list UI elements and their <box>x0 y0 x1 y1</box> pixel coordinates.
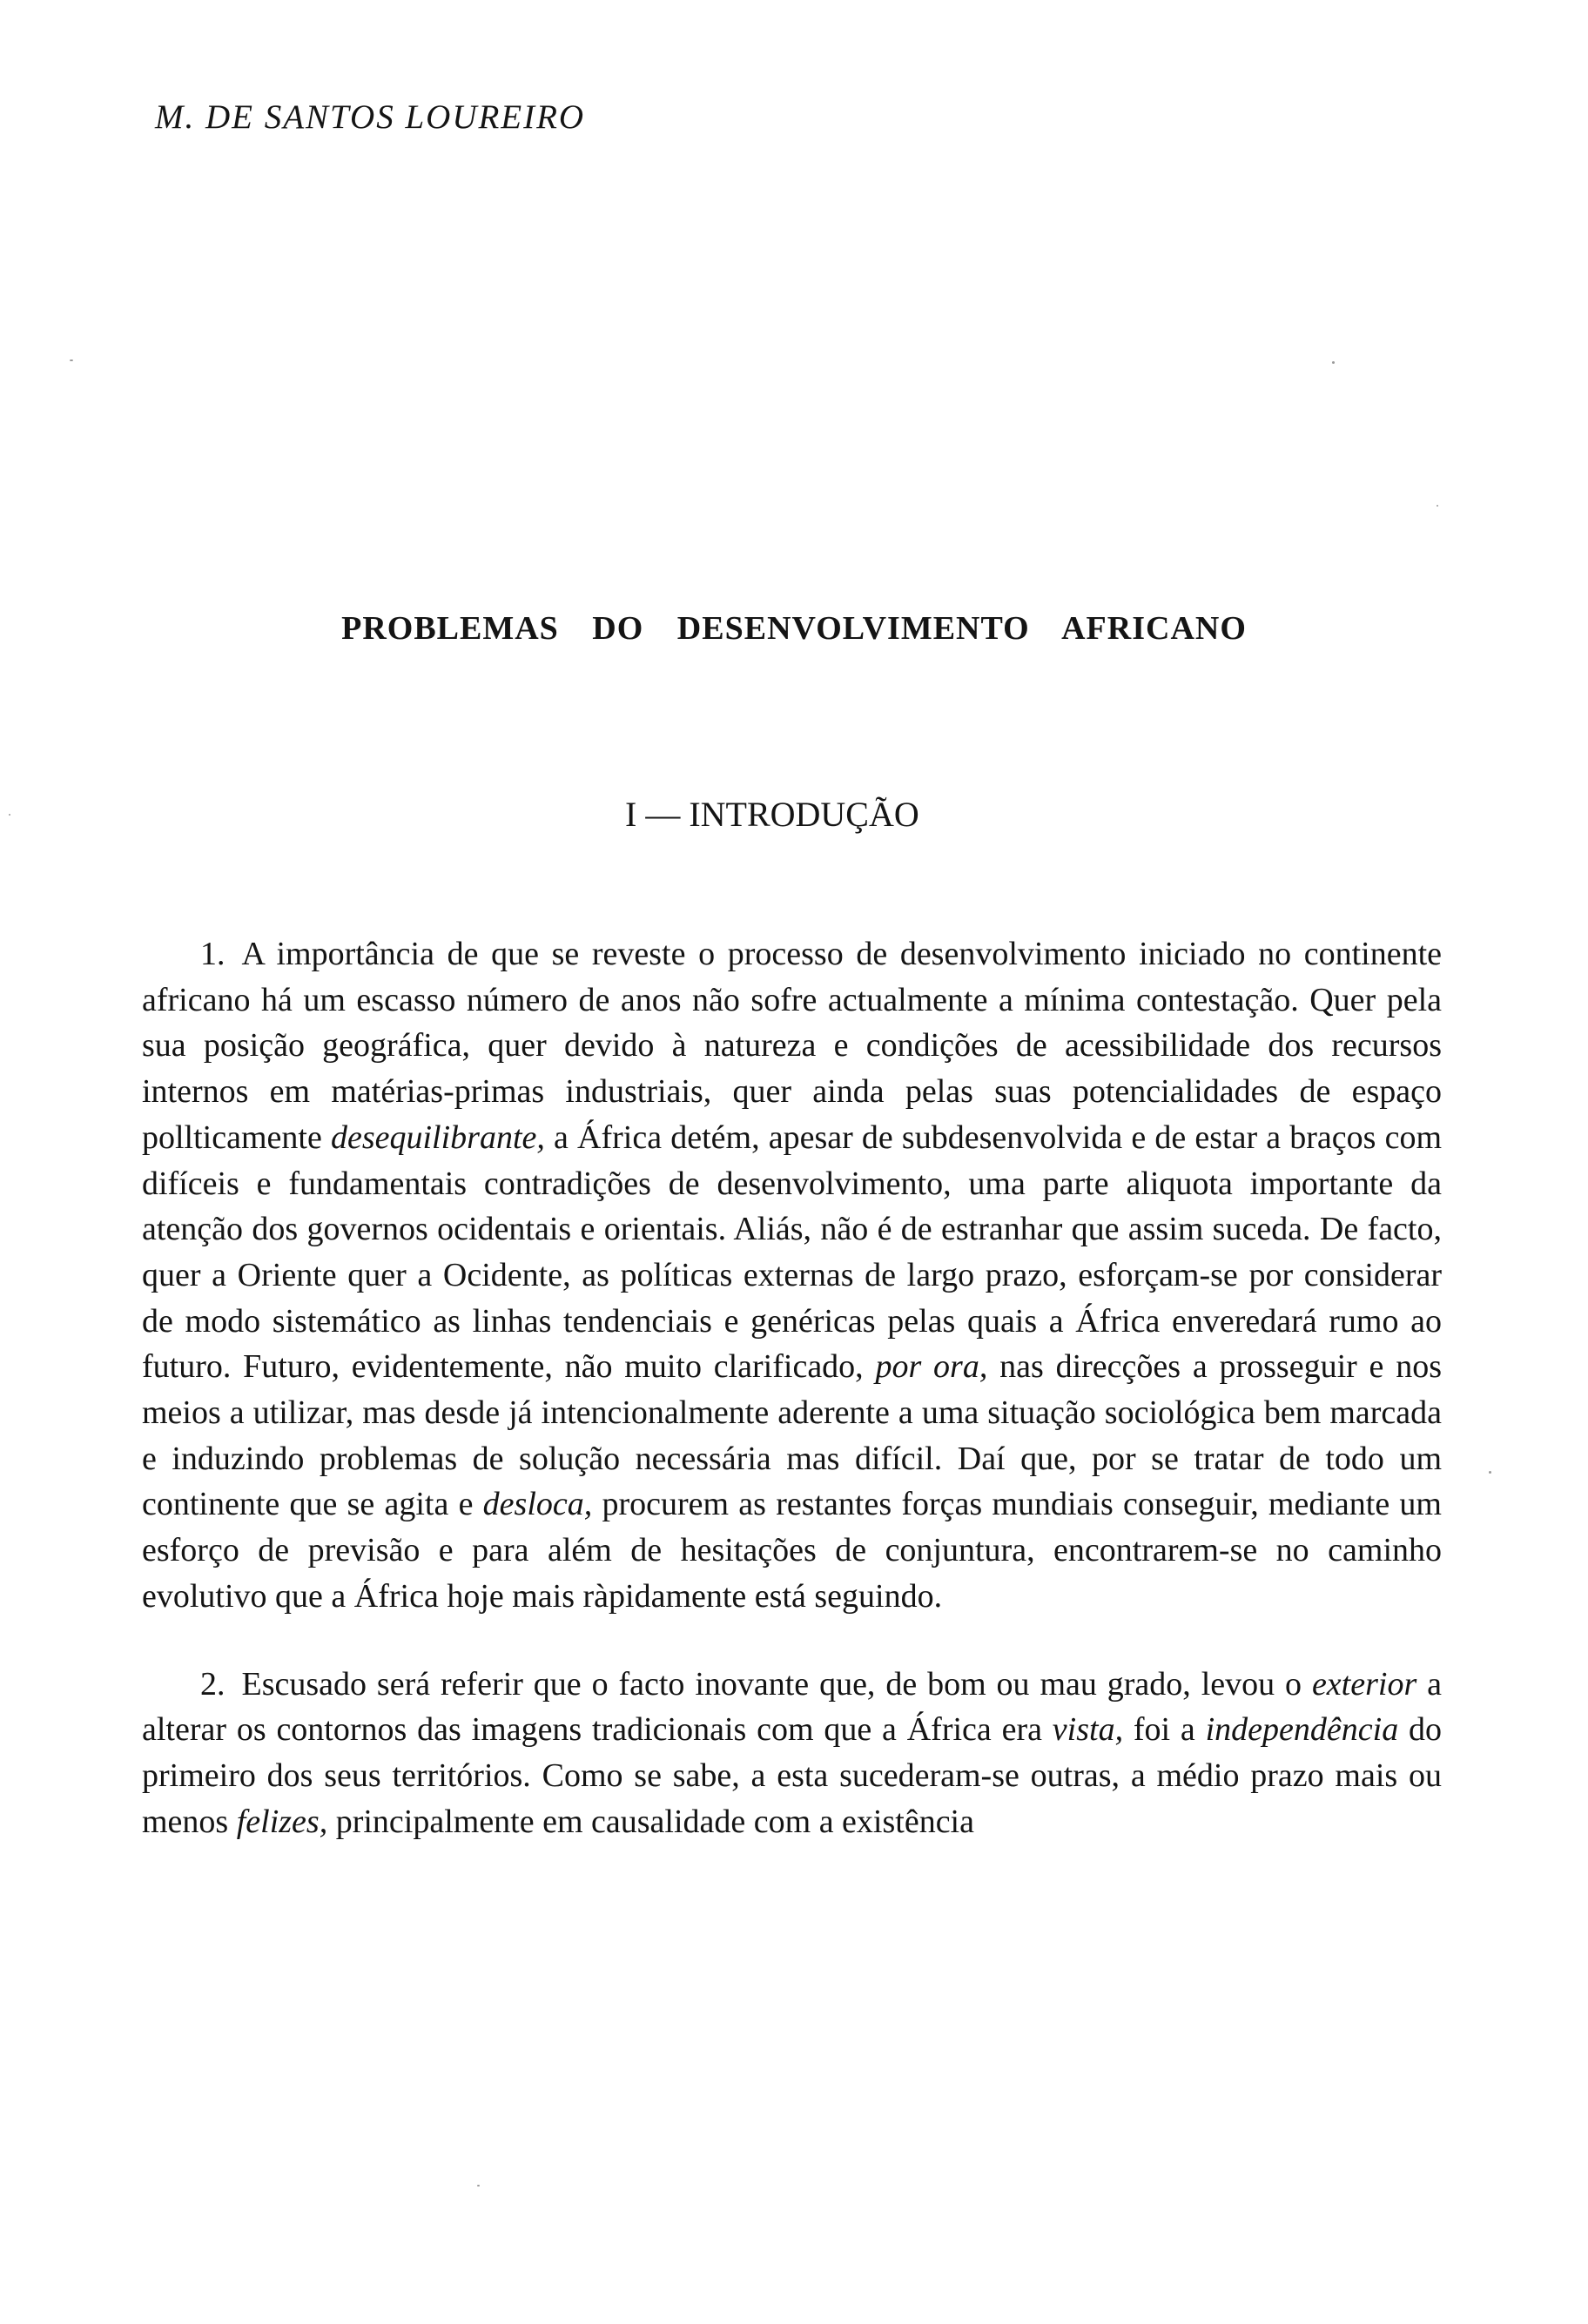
article-title: PROBLEMAS DO DESENVOLVIMENTO AFRICANO <box>341 610 1247 647</box>
emphasized-text: desequilibrante, <box>330 1118 545 1156</box>
scan-speck <box>1489 1471 1491 1474</box>
paragraph-text: do primeiro dos seus territórios. Como se sabe, a esta sucederam-se outras, a médio prazo mais ou menos <box>142 1711 1443 1840</box>
emphasized-text: exterior <box>1311 1665 1417 1703</box>
paragraph-text: Escusado será referir que o facto inovante que, de bom ou mau grado, levou o <box>241 1665 1312 1703</box>
paragraph-text: foi a <box>1123 1711 1206 1749</box>
body-paragraph <box>142 1662 1442 1845</box>
article-body <box>142 931 1442 1886</box>
paragraph-text: A importância de que se reveste o processo de desenvolvimento iniciado no continente africano há um escasso número de anos não sofre actualmente a mínima contestação. Quer pela sua posição geográfica, quer devido à natureza e condições de acessibilidade dos recursos internos em matérias-primas industriais, quer ainda pelas suas potencialidades de espaço pollticamente <box>142 936 1442 1156</box>
section-heading: I — INTRODUÇÃO <box>625 795 919 834</box>
scan-speck <box>477 2185 480 2186</box>
scan-speck <box>1437 505 1438 507</box>
emphasized-text: independência <box>1205 1711 1399 1749</box>
paragraph-text: a alterar os contornos das imagens tradicionais com que a África era <box>142 1665 1443 1749</box>
emphasized-text: por ora, <box>875 1348 988 1386</box>
paragraph-number: 2. <box>200 1665 225 1703</box>
paragraph-text: procurem as restantes forças mundiais conseguir, mediante um esforço de previsão e para além de hesitações de conjuntura, encontrarem-se no caminho evolutivo que a África hoje mais ràpidamente está seguindo. <box>142 1486 1442 1615</box>
emphasized-text: desloca, <box>482 1486 593 1523</box>
scan-speck <box>70 359 73 361</box>
scan-speck <box>9 814 10 816</box>
paragraph-text: principalmente em causalidade com a existência <box>327 1803 974 1840</box>
body-paragraph <box>142 931 1442 1620</box>
emphasized-text: felizes, <box>236 1803 328 1840</box>
paragraph-number: 1. <box>200 936 225 972</box>
paragraph-text: a África detém, apesar de subdesenvolvida e de estar a braços com difíceis e fundamentais contradições de desenvolvimento, uma parte aliquota importante da atenção dos governos ocidentais e orientais. Aliás, não é de estranhar que assim suceda. De facto, quer a Oriente quer a Ocidente, as políticas externas de largo prazo, esforçam-se por considerar de modo sistemático as linhas tendenciais e genéricas pelas quais a África enveredará rumo ao futuro. Futuro, evidentemente, não muito clarificado, <box>142 1118 1443 1386</box>
running-header-author: M. DE SANTOS LOUREIRO <box>155 98 586 136</box>
paragraph-text: nas direcções a prosseguir e nos meios a utilizar, mas desde já intencionalmente aderente a uma situação sociológica bem marcada e induzindo problemas de solução necessária mas difícil. Daí que, por se tratar de todo um continente que se agita e <box>142 1348 1443 1523</box>
scan-speck <box>1332 361 1335 364</box>
emphasized-text: vista, <box>1052 1711 1124 1749</box>
